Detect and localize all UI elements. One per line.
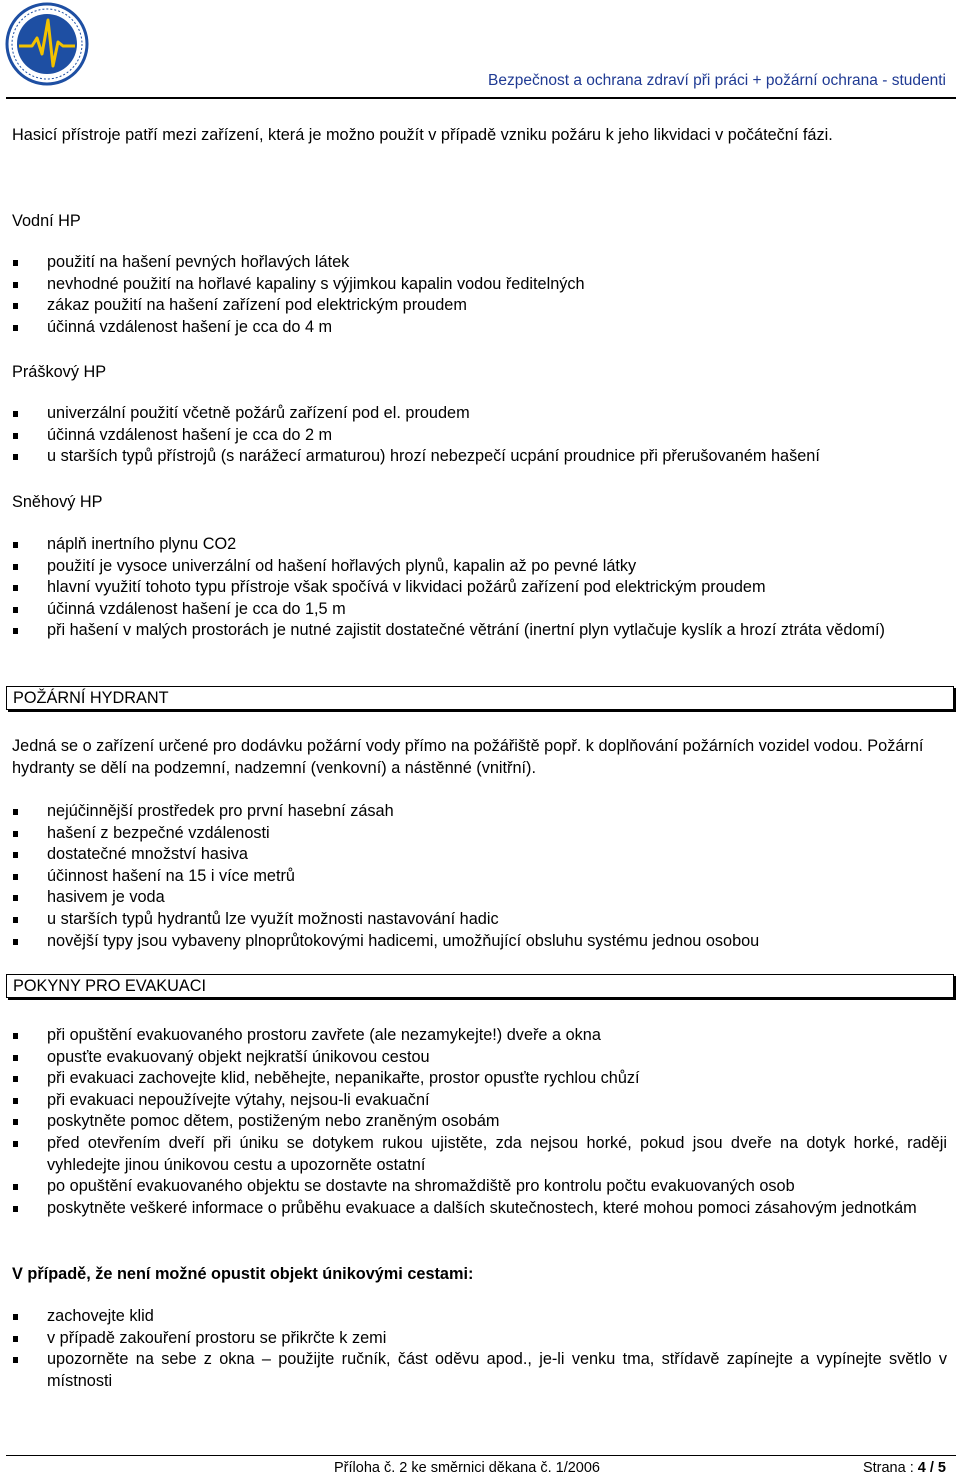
bullet-icon (13, 607, 18, 613)
list-item: při opuštění evakuovaného prostoru zavřete (ale nezamykejte!) dveře a okna (12, 1025, 947, 1047)
list-item: náplň inertního plynu CO2 (12, 534, 947, 556)
bullet-icon (13, 874, 18, 880)
list-item: při hašení v malých prostorách je nutné zajistit dostatečné větrání (inertní plyn vytlačuje kyslík a hrozí ztráta vědomí) (12, 620, 947, 642)
bullet-icon (13, 260, 18, 266)
bullet-icon (13, 282, 18, 288)
list-item: poskytněte veškeré informace o průběhu evakuace a dalších skutečnostech, které mohou pomoci zásahovým jednotkám (12, 1198, 947, 1220)
bullet-icon (13, 628, 18, 634)
list-item: univerzální použití včetně požárů zařízení pod el. proudem (12, 403, 947, 425)
bullet-icon (13, 1055, 18, 1061)
bullet-icon (13, 325, 18, 331)
list-item: použití na hašení pevných hořlavých látek (12, 252, 947, 274)
list-item: účinná vzdálenost hašení je cca do 4 m (12, 317, 947, 339)
header-title: Bezpečnost a ochrana zdraví při práci + požární ochrana - studenti (488, 72, 946, 89)
section-box-evacuation (6, 974, 954, 998)
bullet-icon (13, 411, 18, 417)
list-item: při evakuaci nepoužívejte výtahy, nejsou-li evakuační (12, 1090, 947, 1112)
hydrant-paragraph: Jedná se o zařízení určené pro dodávku požární vody přímo na požářiště popř. k doplňování požárních vozidel vodou. Požární hydranty se dělí na podzemní, nadzemní (venkovní) a nástěnné (vnitřní). (12, 737, 924, 777)
section-title-evacuation: POKYNY PRO EVAKUACI (13, 977, 207, 995)
list-item: u starších typů přístrojů (s narážecí armaturou) hrozí nebezpečí ucpání proudnice při přerušovaném hašení (12, 446, 947, 468)
bullet-icon (13, 917, 18, 923)
header-divider (6, 97, 956, 99)
list-item: dostatečné množství hasiva (12, 844, 947, 866)
section-title-water: Vodní HP (12, 212, 81, 230)
section-title-powder: Práškový HP (12, 363, 107, 381)
list-item: účinná vzdálenost hašení je cca do 2 m (12, 425, 947, 447)
list-item: použití je vysoce univerzální od hašení hořlavých plynů, kapalin až po pevné látky (12, 556, 947, 578)
bullet-icon (13, 1357, 18, 1363)
bullet-icon (13, 1033, 18, 1039)
intro-paragraph: Hasicí přístroje patří mezi zařízení, která je možno použít v případě vzniku požáru k jeho likvidaci v počáteční fázi. (12, 126, 833, 144)
list-item: hlavní využití tohoto typu přístroje však spočívá v likvidaci požárů zařízení pod elektrickým proudem (12, 577, 947, 599)
list-item: zachovejte klid (12, 1306, 947, 1328)
list-item: hasivem je voda (12, 887, 947, 909)
powder-list (12, 403, 947, 468)
list-item: novější typy jsou vybaveny plnoprůtokovými hadicemi, umožňující obsluhu systému jednou osobou (12, 931, 947, 953)
bullet-icon (13, 564, 18, 570)
evacuation-list (12, 1025, 947, 1219)
bullet-icon (13, 433, 18, 439)
section-title-hydrant: POŽÁRNÍ HYDRANT (13, 689, 169, 707)
section-box-hydrant (6, 686, 954, 710)
bullet-icon (13, 1314, 18, 1320)
section-title-noexit: V případě, že není možné opustit objekt únikovými cestami: (12, 1265, 474, 1283)
list-item: nevhodné použití na hořlavé kapaliny s výjimkou kapalin vodou ředitelných (12, 274, 947, 296)
footer-divider (6, 1455, 956, 1456)
page-value: 4 / 5 (917, 1460, 946, 1476)
bullet-icon (13, 1141, 18, 1147)
noexit-list (12, 1306, 947, 1392)
bullet-icon (13, 852, 18, 858)
list-item: při evakuaci zachovejte klid, neběhejte, nepanikařte, prostor opusťte rychlou chůzí (12, 1068, 947, 1090)
university-seal-logo (2, 2, 92, 86)
list-item: upozorněte na sebe z okna – použijte ručník, část oděvu apod., je-li venku tma, střídavě zapínejte a vypínejte světlo v místnosti (12, 1349, 947, 1392)
list-item: účinnost hašení na 15 i více metrů (12, 866, 947, 888)
list-item: po opuštění evakuovaného objektu se dostavte na shromaždiště pro kontrolu počtu evakuovaných osob (12, 1176, 947, 1198)
bullet-icon (13, 1336, 18, 1342)
list-item: hašení z bezpečné vzdálenosti (12, 823, 947, 845)
snow-list (12, 534, 947, 642)
list-item: účinná vzdálenost hašení je cca do 1,5 m (12, 599, 947, 621)
bullet-icon (13, 895, 18, 901)
list-item: poskytněte pomoc dětem, postiženým nebo zraněným osobám (12, 1111, 947, 1133)
bullet-icon (13, 1098, 18, 1104)
bullet-icon (13, 1076, 18, 1082)
list-item: v případě zakouření prostoru se přikrčte k zemi (12, 1328, 947, 1350)
section-title-snow: Sněhový HP (12, 493, 103, 511)
bullet-icon (13, 809, 18, 815)
list-item: u starších typů hydrantů lze využít možnosti nastavování hadic (12, 909, 947, 931)
bullet-icon (13, 1119, 18, 1125)
hydrant-list (12, 801, 947, 952)
water-list (12, 252, 947, 338)
bullet-icon (13, 585, 18, 591)
list-item: nejúčinnější prostředek pro první hasební zásah (12, 801, 947, 823)
list-item: před otevřením dveří při úniku se dotykem rukou ujistěte, zda nejsou horké, pokud jsou dveře na dotyk horké, raději vyhledejte jinou únikovou cestu a upozorněte ostatní (12, 1133, 947, 1176)
page-label: Strana : (862, 1460, 914, 1476)
bullet-icon (13, 542, 18, 548)
footer-reference: Příloha č. 2 ke směrnici děkana č. 1/2006 (334, 1460, 600, 1476)
bullet-icon (13, 831, 18, 837)
bullet-icon (13, 1184, 18, 1190)
page-number (863, 1460, 946, 1476)
list-item: zákaz použití na hašení zařízení pod elektrickým proudem (12, 295, 947, 317)
bullet-icon (13, 939, 18, 945)
bullet-icon (13, 454, 18, 460)
bullet-icon (13, 1206, 18, 1212)
bullet-icon (13, 303, 18, 309)
list-item: opusťte evakuovaný objekt nejkratší únikovou cestou (12, 1047, 947, 1069)
